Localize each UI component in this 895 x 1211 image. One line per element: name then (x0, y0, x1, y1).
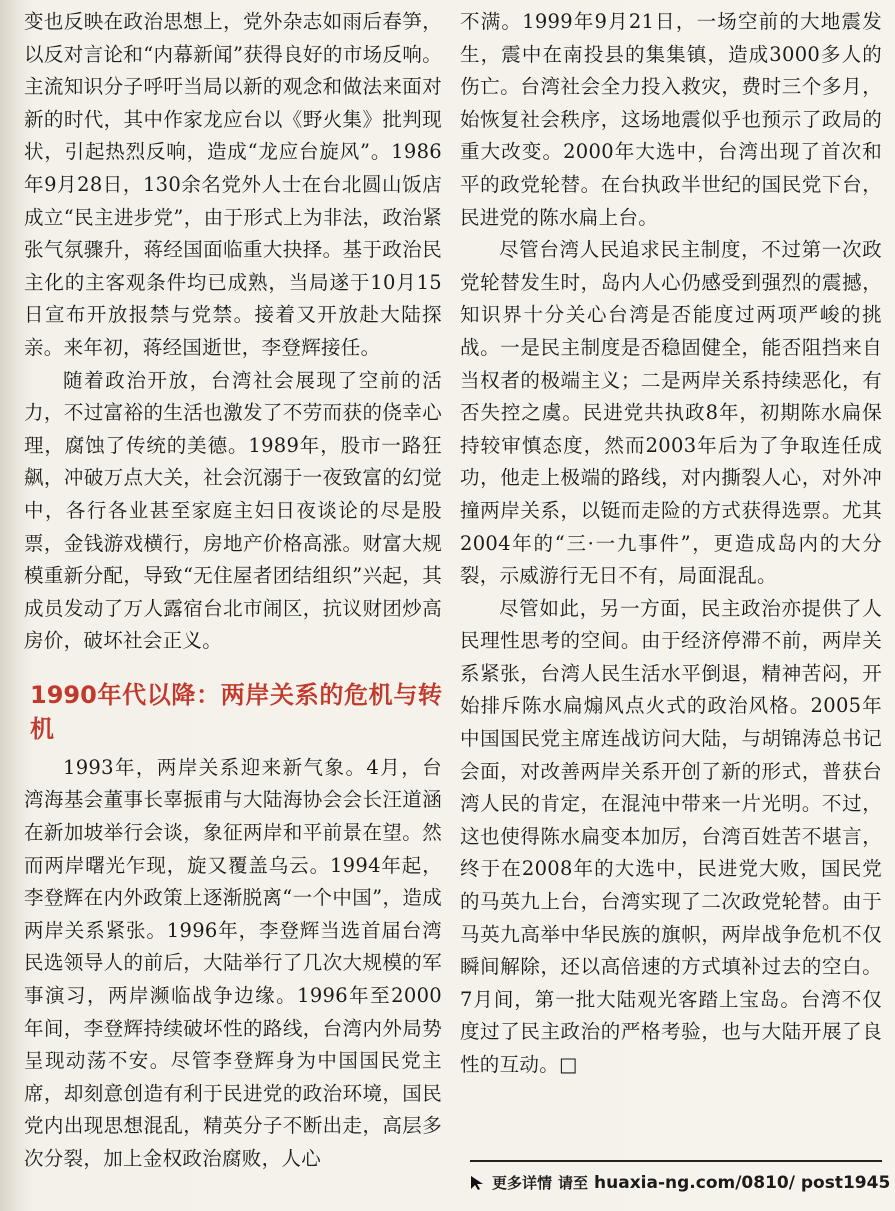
more-details-label: 更多详情 (492, 1174, 553, 1192)
left-paragraph-2: 随着政治开放，台湾社会展现了空前的活力，不过富裕的生活也激发了不劳而获的侥幸心理，腐蚀了传统的美德。1989年，股市一路狂飙，冲破万点大关，社会沉溺于一夜致富的幻觉中，各行各业甚至家庭主妇日夜谈论的尽是股票，金钱游戏横行，房地产价格高涨。财富大规模重新分配，导致“无住屋者团结组织”兴起，其成员发动了万人露宿台北市闹区，抗议财团炒高房价，破坏社会正义。 (24, 368, 442, 653)
left-paragraph-1: 变也反映在政治思想上，党外杂志如雨后春笋，以反对言论和“内幕新闻”获得良好的市场反响。主流知识分子呼吁当局以新的观念和做法来面对新的时代，其中作家龙应台以《野火集》批判现状，引起热烈反响，造成“龙应台旋风”。1986年9月28日，130余名党外人士在台北圆山饭店成立“民主进步党”，由于形式上为非法，政治紧张气氛骤升，蒋经国面临重大抉择。基于政治民主化的主客观条件均已成熟，当局遂于10月15日宣布开放报禁与党禁。接着又开放赴大陆探亲。来年初，蒋经国逝世，李登辉接任。 (24, 10, 442, 359)
cursor-arrow-icon (470, 1175, 486, 1191)
right-paragraph-3: 尽管如此，另一方面，民主政治亦提供了人民理性思考的空间。由于经济停滞不前，两岸关系紧张，台湾人民生活水平倒退，精神苦闷，开始排斥陈水扁煽风点火式的政治风格。2005年中国国民党主席连战访问大陆，与胡锦涛总书记会面，对改善两岸关系开创了新的形式，普获台湾人民的肯定，在混沌中带来一片光明。不过，这也使得陈水扁变本加厉，台湾百姓苦不堪言，终于在2008年的大选中，民进党大败，国民党的马英九上台，台湾实现了二次政党轮替。由于马英九高举中华民族的旗帜，两岸战争危机不仅瞬间解除，还以高倍速的方式填补过去的空白。7月间，第一批大陆观光客踏上宝岛。台湾不仅度过了民主政治的严格考验，也与大陆开展了良性的互动。□ (460, 596, 882, 1076)
more-details-link[interactable]: huaxia-ng.com/0810/ post1945 (594, 1172, 891, 1193)
left-paragraph-3: 1993年，两岸关系迎来新气象。4月，台湾海基会董事长辜振甫与大陆海协会会长汪道涵在新加坡举行会谈，象征两岸和平前景在望。然而两岸曙光乍现，旋又覆盖乌云。1994年起，李登辉在内外政策上逐渐脱离“一个中国”，造成两岸关系紧张。1996年，李登辉当选首届台湾民选领导人的前后，大陆举行了几次大规模的军事演习，两岸濒临战争边缘。1996年至2000年间，李登辉持续破坏性的路线，台湾内外局势呈现动荡不安。尽管李登辉身为中国国民党主席，却刻意创造有利于民进党的政治环境，国民党内出现思想混乱，精英分子不断出走，高层多次分裂，加上金权政治腐败，人心 (24, 755, 442, 1170)
left-column (24, 6, 442, 1176)
right-column (460, 6, 882, 1082)
more-details-prefix: 请至 (558, 1174, 589, 1192)
more-details-footer (470, 1160, 891, 1193)
section-heading: 1990年代以降：两岸关系的危机与转机 (30, 680, 442, 743)
right-paragraph-2: 尽管台湾人民追求民主制度，不过第一次政党轮替发生时，岛内人心仍感受到强烈的震撼，知识界十分关心台湾是否能度过两项严峻的挑战。一是民主制度是否稳固健全，能否阻挡来自当权者的极端主义；二是两岸关系持续恶化，有否失控之虞。民进党共执政8年，初期陈水扁保持较审慎态度，然而2003年后为了争取连任成功，他走上极端的路线，对内撕裂人心，对外冲撞两岸关系，以铤而走险的方式获得选票。尤其2004年的“三·一九事件”，更造成岛内的大分裂，示威游行无日不有，局面混乱。 (460, 238, 882, 588)
right-paragraph-1: 不满。1999年9月21日，一场空前的大地震发生，震中在南投县的集集镇，造成3000多人的伤亡。台湾社会全力投入救灾，费时三个多月，始恢复社会秩序，这场地震似乎也预示了政局的重大改变。2000年大选中，台湾出现了首次和平的政党轮替。在台执政半世纪的国民党下台，民进党的陈水扁上台。 (460, 10, 882, 229)
